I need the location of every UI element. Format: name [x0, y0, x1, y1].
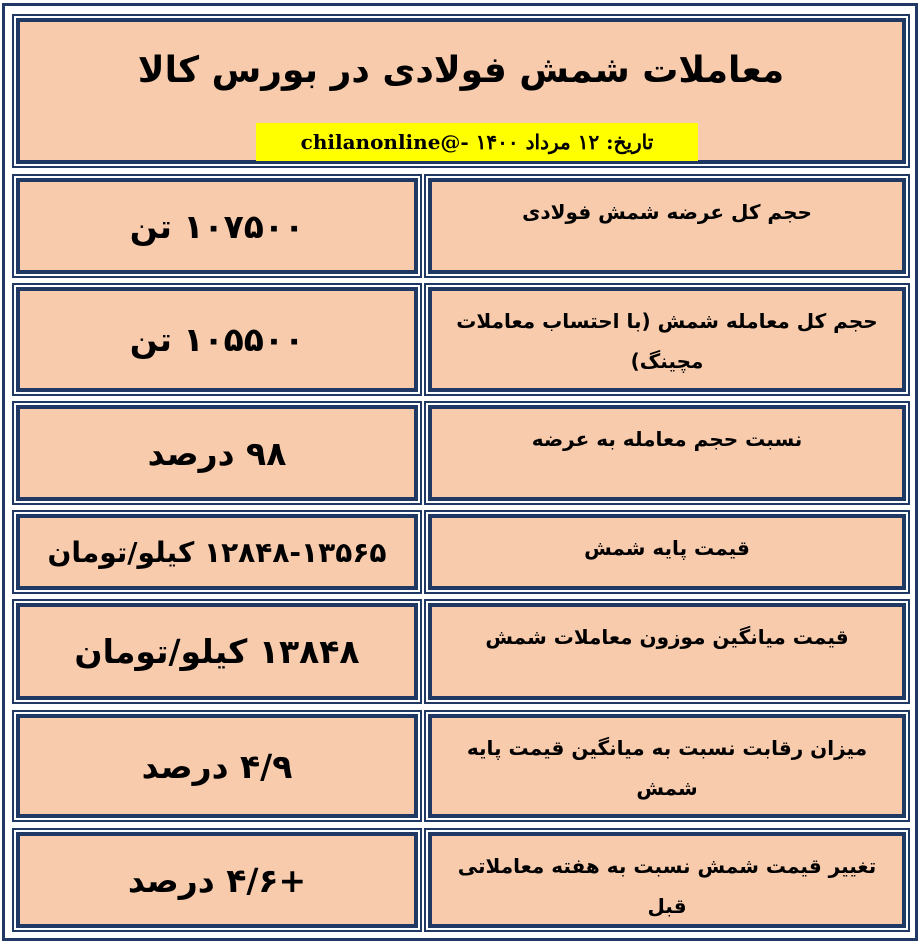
page-title: معاملات شمش فولادی در بورس کالا — [137, 50, 785, 91]
row-2-value: ۱۰۵۵۰۰ تن — [16, 287, 418, 392]
row-4-label: قیمت پایه شمش — [428, 514, 906, 590]
row-4-value: ۱۲۸۴۸-۱۳۵۶۵ کیلو/تومان — [16, 514, 418, 590]
row-2-label: حجم کل معامله شمش (با احتساب معاملات مچینگ) — [428, 287, 906, 392]
row-3-label: نسبت حجم معامله به عرضه — [428, 405, 906, 501]
row-5-value: ۱۳۸۴۸ کیلو/تومان — [16, 603, 418, 700]
row-3-value: ۹۸ درصد — [16, 405, 418, 501]
header-panel — [16, 18, 906, 164]
row-7-label: تغییر قیمت شمش نسبت به هفته معاملاتی قبل — [428, 832, 906, 928]
row-6-label: میزان رقابت نسبت به میانگین قیمت پایه شمش — [428, 714, 906, 818]
row-1-value: ۱۰۷۵۰۰ تن — [16, 178, 418, 274]
date-source-line: تاریخ: ۱۲ مرداد ۱۴۰۰ -@chilanonline — [256, 123, 698, 161]
row-6-value: ۴/۹ درصد — [16, 714, 418, 818]
row-5-label: قیمت میانگین موزون معاملات شمش — [428, 603, 906, 700]
row-1-label: حجم کل عرضه شمش فولادی — [428, 178, 906, 274]
row-7-value: +۴/۶ درصد — [16, 832, 418, 928]
